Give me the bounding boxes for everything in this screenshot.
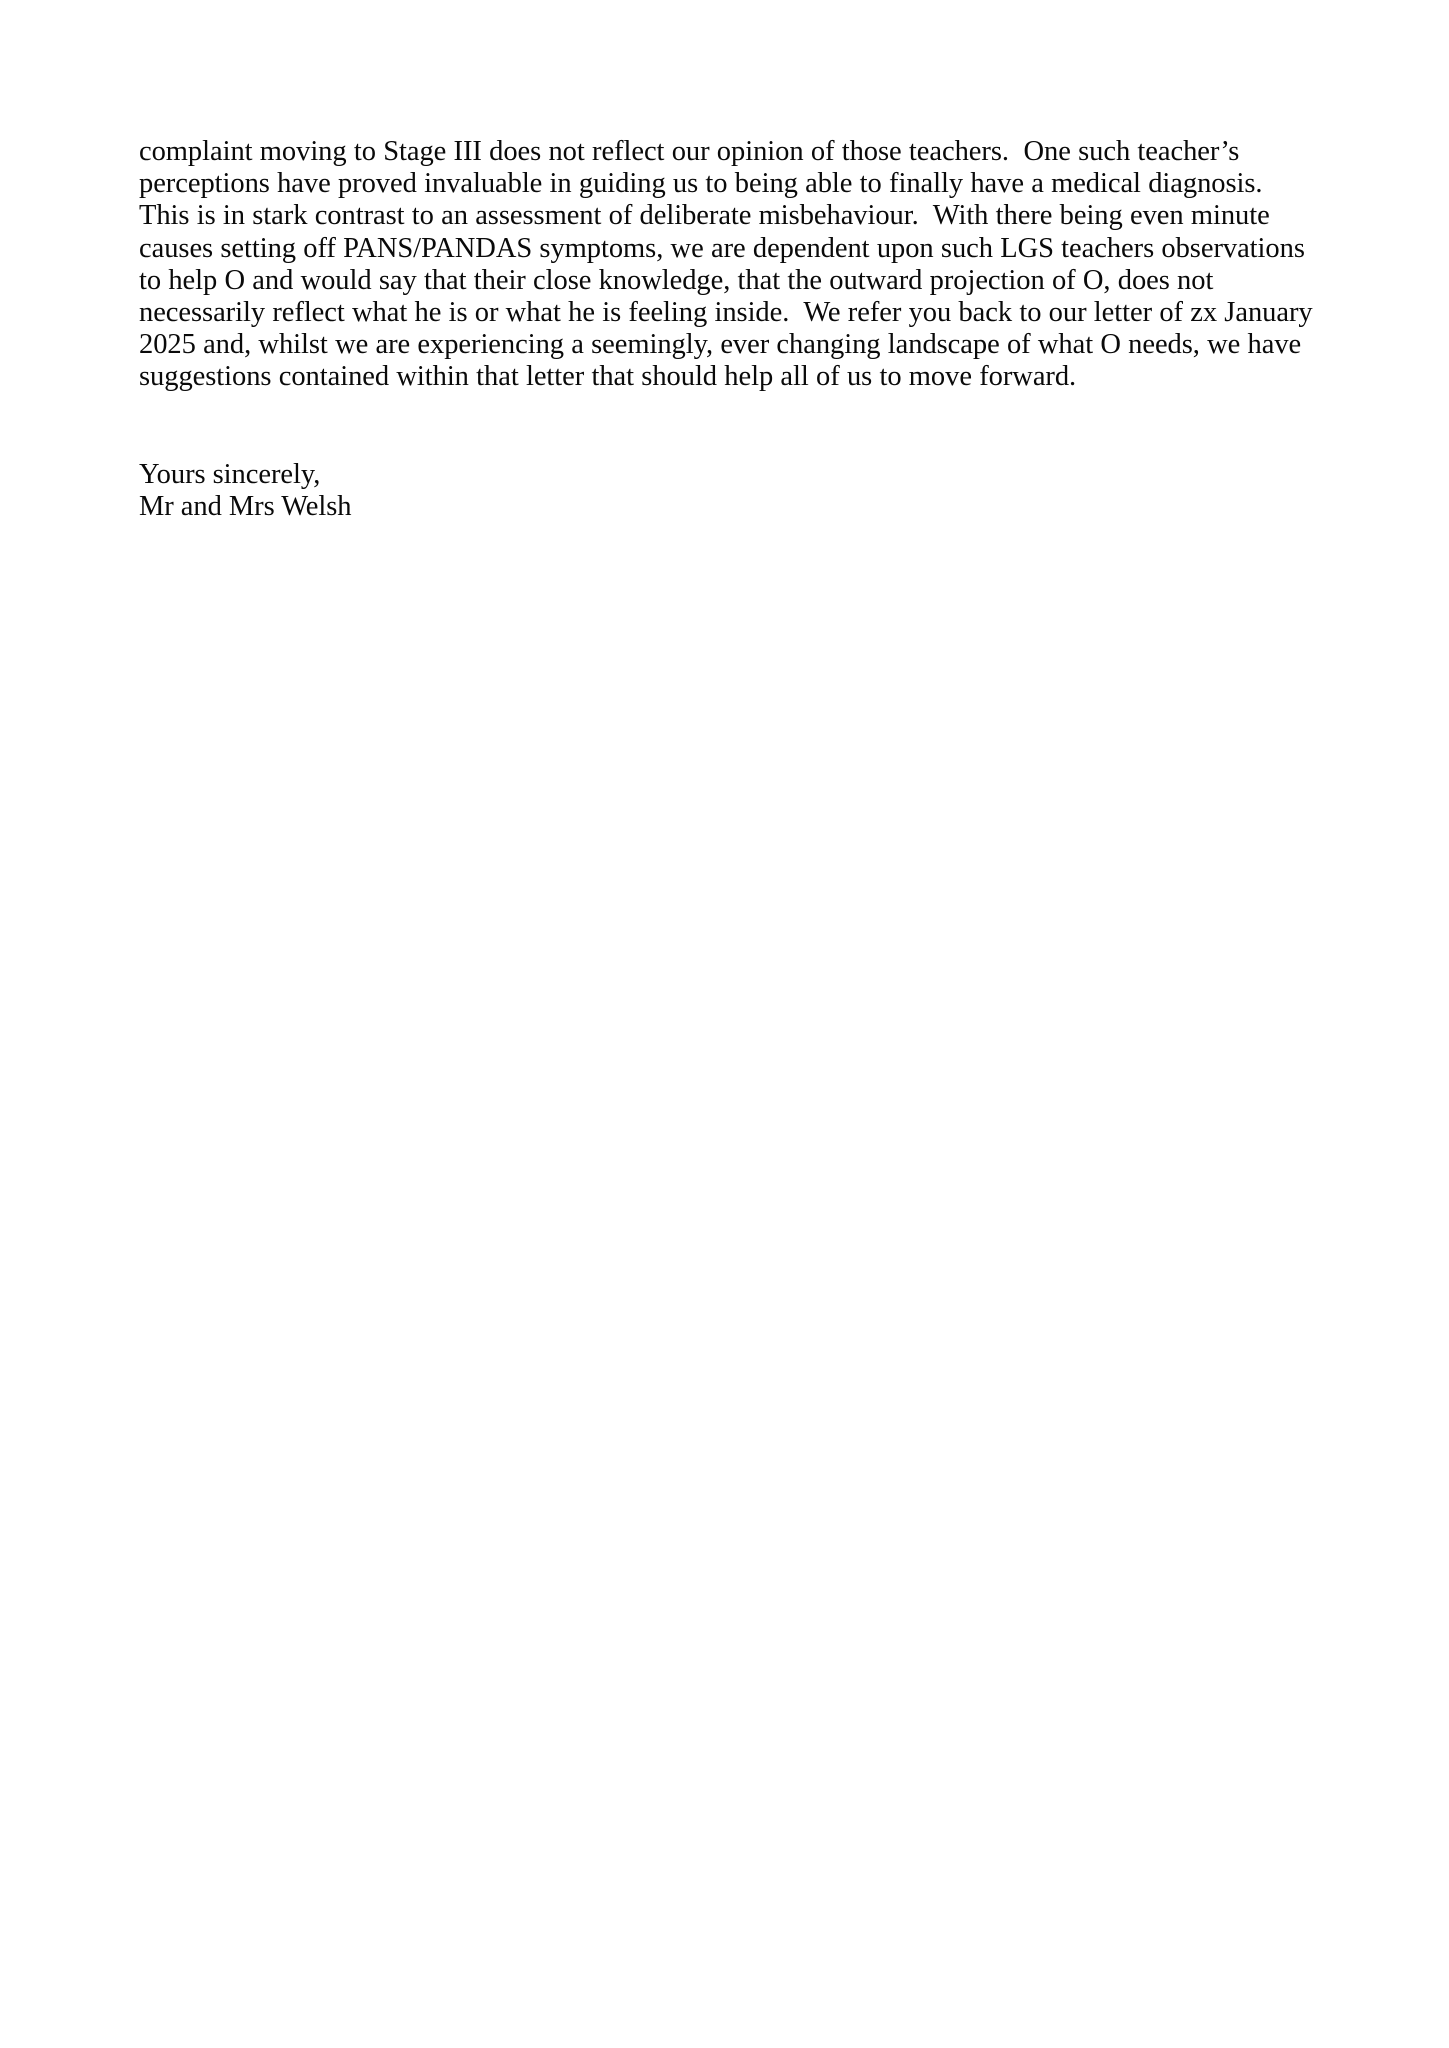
letter-body bbox=[139, 136, 1320, 523]
paragraph-spacer bbox=[139, 394, 1314, 459]
closing-block bbox=[139, 459, 1314, 523]
signatory-name: Mr and Mrs Welsh bbox=[139, 490, 352, 522]
body-paragraph: complaint moving to Stage III does not reflect our opinion of those teachers. One such teacher’s perceptions have proved invaluable in guiding us to being able to finally have a medical diagnosis. This is in stark contrast to an assessment of deliberate misbehaviour. With there being even minute causes setting off PANS/PANDAS symptoms, we are dependent upon such LGS teachers observations to help O and would say that their close knowledge, that the outward projection of O, does not necessarily reflect what he is or what he is feeling inside. We refer you back to our letter of zx January 2025 and, whilst we are experiencing a seemingly, ever changing landscape of what O needs, we have suggestions contained within that letter that should help all of us to move forward. bbox=[139, 136, 1320, 393]
valediction: Yours sincerely, bbox=[139, 458, 321, 490]
